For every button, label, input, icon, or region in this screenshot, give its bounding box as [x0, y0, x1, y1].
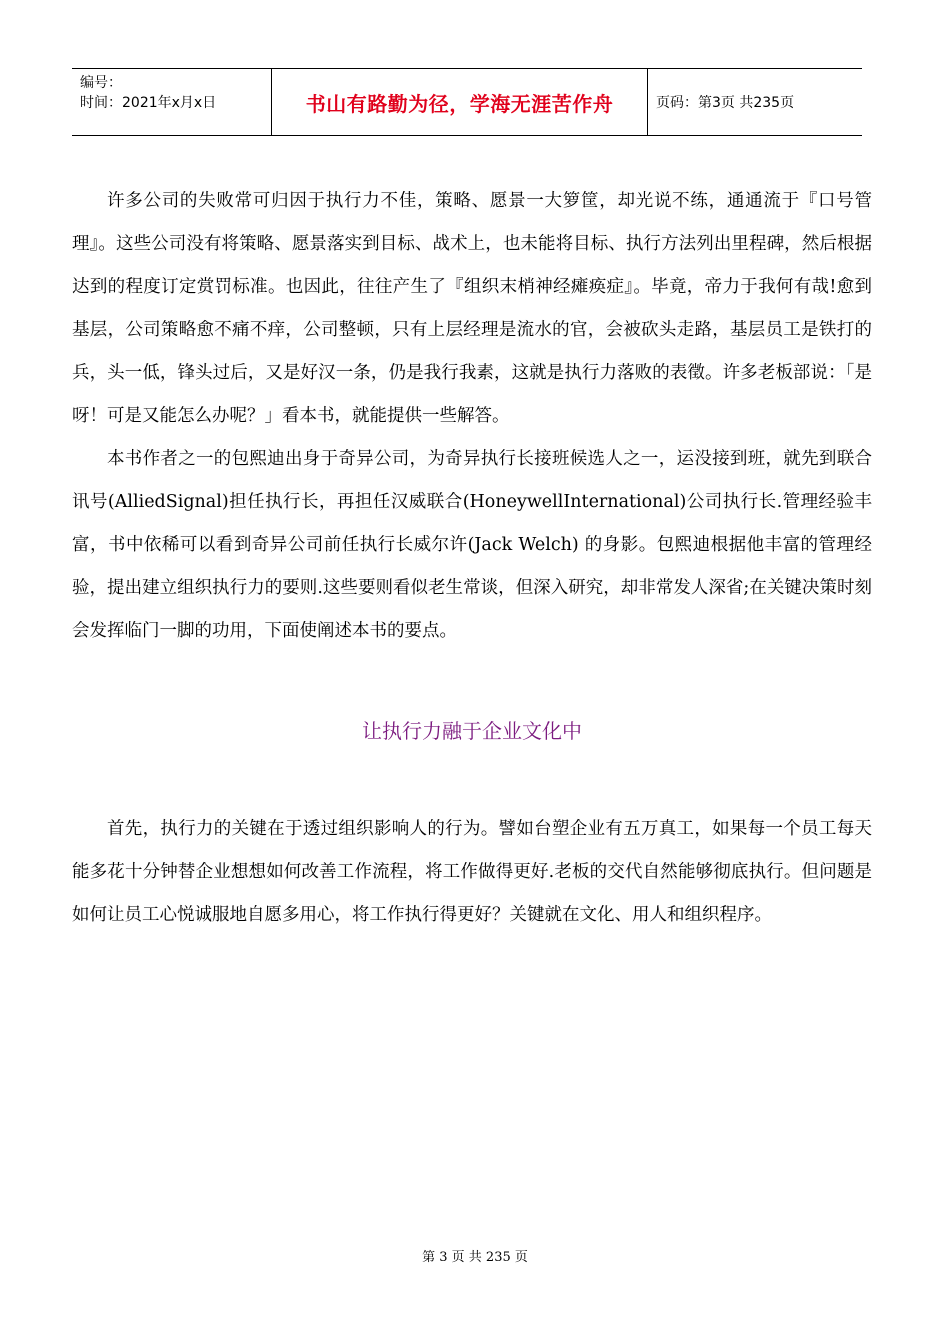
section-title: 让执行力融于企业文化中: [362, 719, 582, 743]
paragraph-intro: 许多公司的失败常可归因于执行力不佳，策略、愿景一大箩筐，却光说不练，通通流于『口号管理』。这些公司没有将策略、愿景落实到目标、战术上，也未能将目标、执行方法列出里程碑，然后根据达到的程度订定赏罚标准。也因此，往往产生了『组织末梢神经瘫痪症』。毕竟，帝力于我何有哉!愈到基层，公司策略愈不痛不痒，公司整顿，只有上层经理是流水的官，会被砍头走路，基层员工是铁打的兵，头一低，锋头过后，又是好汉一条，仍是我行我素，这就是执行力落败的表徵。许多老板部说：「是呀！可是又能怎么办呢？」看本书，就能提供一些解答。: [72, 191, 872, 426]
header-motto-cell: [272, 69, 648, 135]
page-footer: [0, 1246, 950, 1265]
header-info-cell: [72, 69, 272, 135]
header-page-cell: [648, 69, 862, 135]
motto-text: 书山有路勤为径，学海无涯苦作舟: [305, 91, 614, 116]
paragraph-culture: 首先，执行力的关键在于透过组织影响人的行为。譬如台塑企业有五万真工，如果每一个员工每天能多花十分钟替企业想想如何改善工作流程，将工作做得更好.老板的交代自然能够彻底执行。但问题是如何让员工心悦诚服地自愿多用心，将工作执行得更好？关键就在文化、用人和组织程序。: [72, 819, 872, 925]
serial-label: 编号：: [80, 75, 122, 91]
time-label: 时间：2021年x月x日: [80, 95, 217, 111]
page-number-label: 页码：第3页 共235页: [656, 95, 795, 111]
paragraph-author: 本书作者之一的包熙迪出身于奇异公司，为奇异执行长接班候选人之一，运没接到班，就先到联合讯号(AlliedSignal)担任执行长，再担任汉威联合(HoneywellInternational)公司执行长.管理经验丰富，书中依稀可以看到奇异公司前任执行长威尔许(Jack Welch) 的身影。包熙迪根据他丰富的管理经验，提出建立组织执行力的要则.这些要则看似老生常谈，但深入研究，却非常发人深省;在关键决策时刻会发挥临门一脚的功用，下面使阐述本书的要点。: [72, 449, 872, 641]
document-body: [72, 180, 872, 937]
footer-page-text: 第 3 页 共 235 页: [422, 1250, 528, 1265]
page-header: [72, 68, 862, 136]
